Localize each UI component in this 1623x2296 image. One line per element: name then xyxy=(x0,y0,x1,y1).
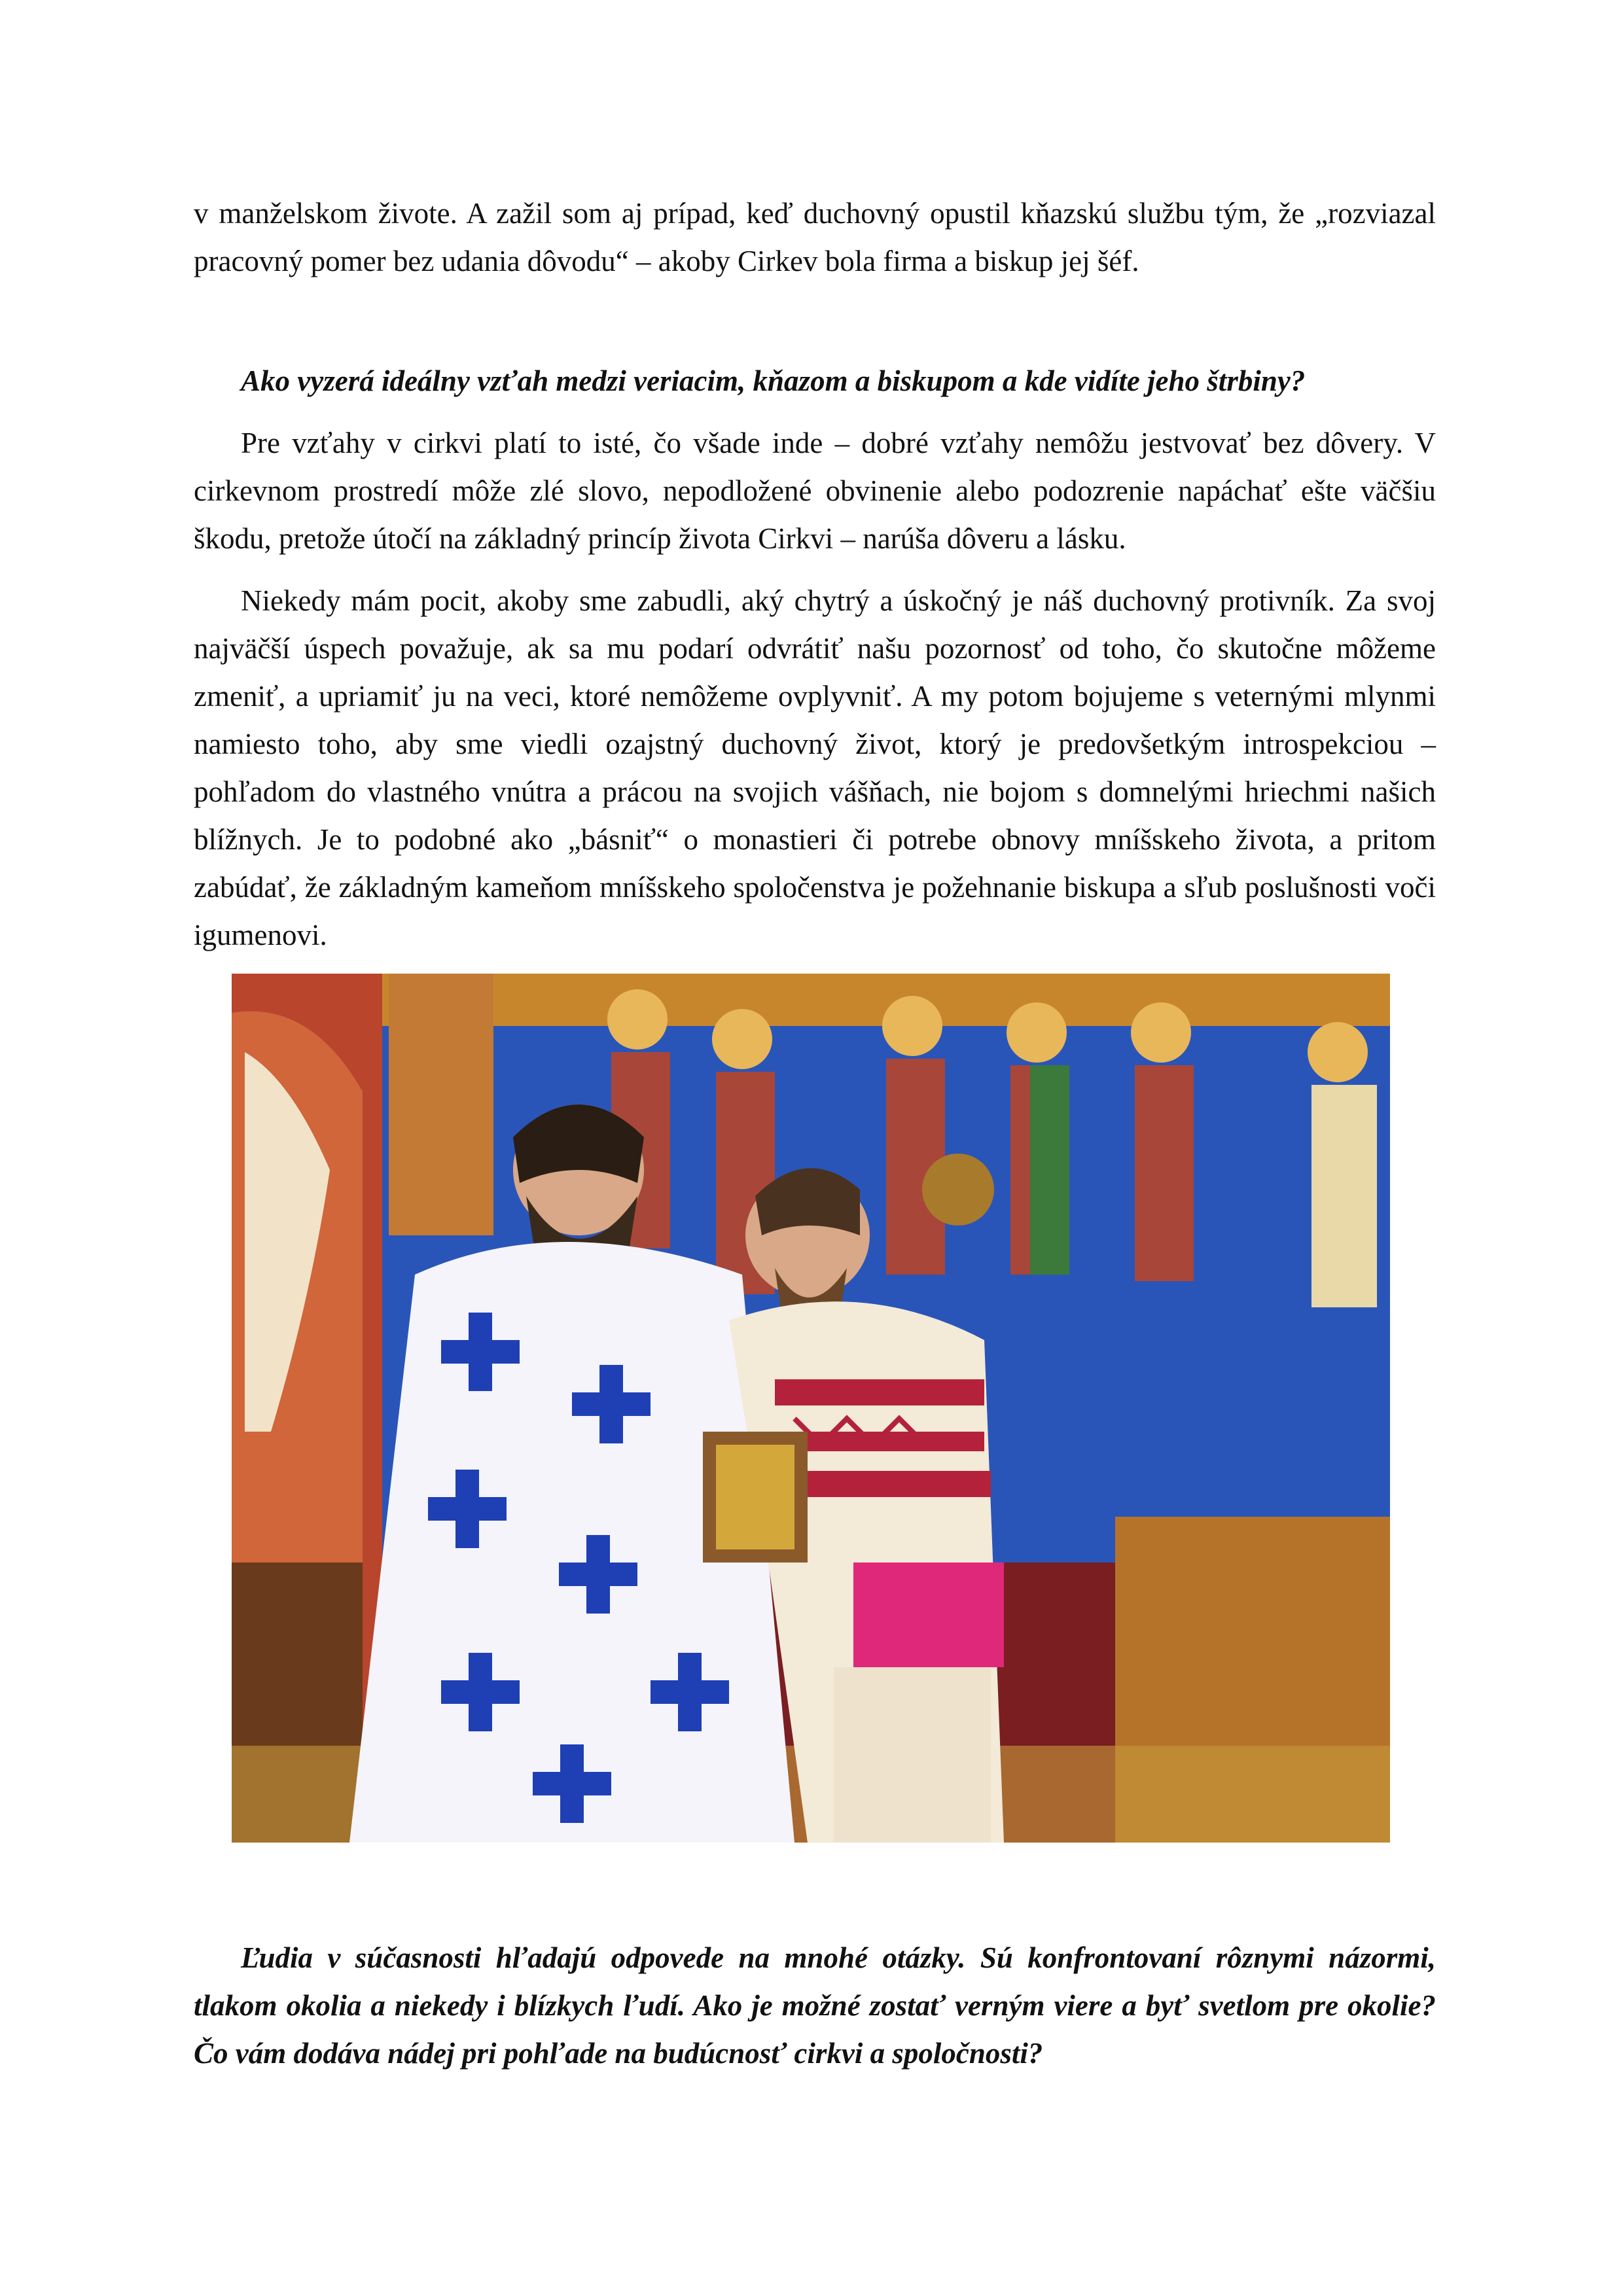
qa-block-1 xyxy=(194,357,1436,959)
text-block-top xyxy=(194,190,1436,285)
photo-illustration xyxy=(232,974,1390,1843)
paragraph-continued: v manželskom živote. A zažil som aj prípad, keď duchovný opustil kňazskú službu tým, že „rozviazal pracovný pomer bez udania dôvodu“ – akoby Cirkev bola firma a biskup jej šéf. xyxy=(194,197,1436,277)
qa-block-2 xyxy=(194,1934,1436,2077)
question-heading-1: Ako vyzerá ideálny vzťah medzi veriacim, kňazom a biskupom a kde vidíte jeho štrbiny? xyxy=(241,364,1306,397)
answer-paragraph-1: Pre vzťahy v cirkvi platí to isté, čo všade inde – dobré vzťahy nemôžu jestvovať bez dôvery. V cirkevnom prostredí môže zlé slovo, nepodložené obvinenie alebo podozrenie napáchať ešte väčšiu škodu, pretože útočí na základný princíp života Cirkvi – narúša dôveru a lásku. xyxy=(194,427,1436,555)
question-heading-2: Ľudia v súčasnosti hľadajú odpovede na mnohé otázky. Sú konfrontovaní rôznymi názormi, tlakom okolia a niekedy i blízkych ľudí. Ako je možné zostať verným viere a byť svetlom pre okolie? Čo vám dodáva nádej pri pohľade na budúcnosť cirkvi a spoločnosti? xyxy=(194,1941,1436,2070)
answer-paragraph-2: Niekedy mám pocit, akoby sme zabudli, aký chytrý a úskočný je náš duchovný protivník. Za svoj najväčší úspech považuje, ak sa mu podarí odvrátiť našu pozornosť od toho, čo skutočne môžeme zmeniť, a upriamiť ju na veci, ktoré nemôžeme ovplyvniť. A my potom bojujeme s veternými mlynmi namiesto toho, aby sme viedli ozajstný duchovný život, ktorý je predovšetkým introspekciou – pohľadom do vlastného vnútra a prácou na svojich vášňach, nie bojom s domnelými hriechmi našich blížnych. Je to podobné ako „básniť“ o monastieri či potrebe obnovy mníšskeho života, a pritom zabúdať, že základným kameňom mníšskeho spoločenstva je požehnanie biskupa a sľub poslušnosti voči igumenovi. xyxy=(194,584,1436,951)
church-photo xyxy=(232,974,1390,1843)
